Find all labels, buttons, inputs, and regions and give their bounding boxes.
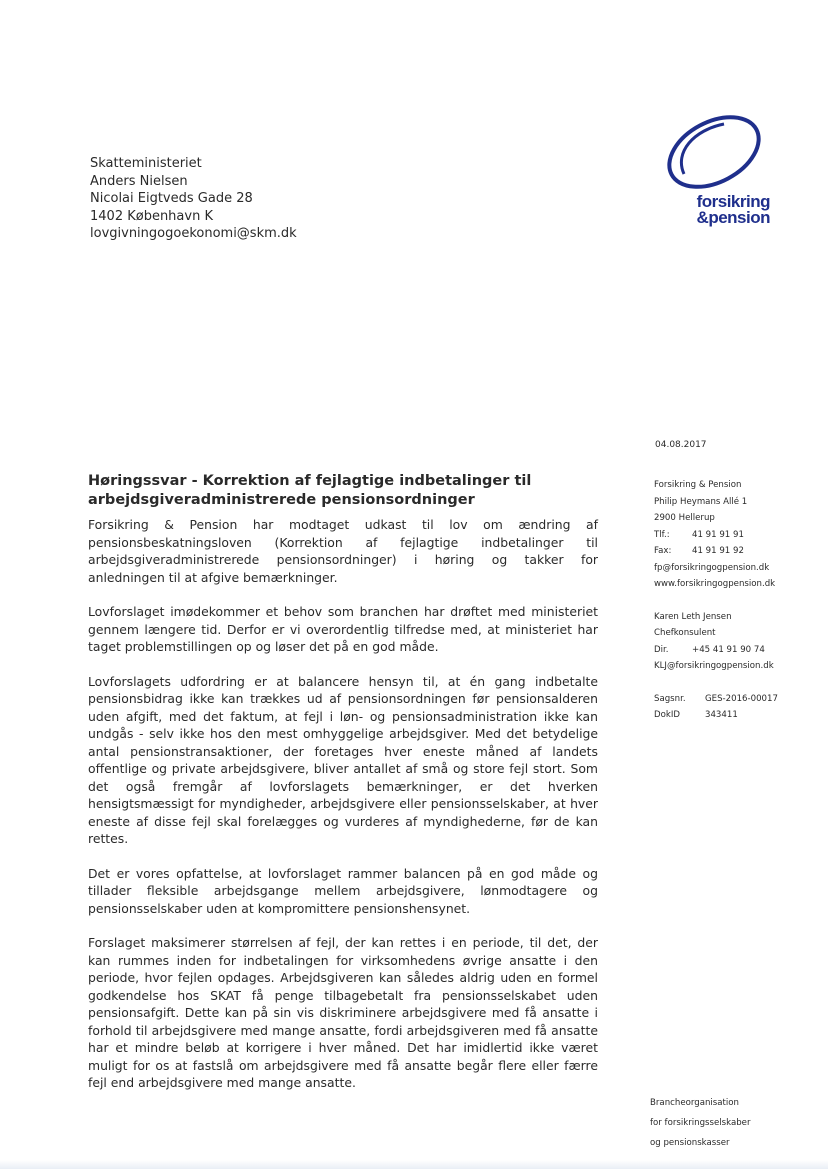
phone-value: 41 91 91 91 [692, 529, 744, 540]
body-paragraph: Lovforslagets udfordring er at balancere hensyn til, at én gang indbetalte pensionsbidrag ikke kan trækkes ud af pensionsordningen før pensionsalderen uden afgift, med det faktum, at fejl i løn- og pensionsadministration ikke kan undgås - selv ikke hos den mest omhyggelige arbejdsgiver. Med det betydelige antal pensionstransaktioner, der foretages hver eneste måned af landets offentlige og private arbejdsgivere, bliver antallet af små og store fejl stort. Som det også fremgår af lovforslagets bemærkninger, er det hverken hensigtsmæssigt for myndigheder, arbejdsgivere eller pensionsselskaber, at hver eneste af disse fejl skal forelægges og vurderes af myndighederne, før de kan rettes. [88, 673, 598, 846]
case-value: GES-2016-00017 [705, 693, 778, 704]
footer-line: for forsikringsselskaber [650, 1118, 751, 1128]
document-id [654, 707, 824, 724]
footer-line: og pensionskasser [650, 1138, 730, 1148]
body-paragraph: Det er vores opfattelse, at lovforslaget rammer balancen på en god måde og tillader fleksible arbejdsgange mellem arbejdsgivere, lønmodtagere og pensionsselskaber uden at kompromittere pensionshensynet. [88, 865, 598, 916]
letter-date: 04.08.2017 [655, 440, 707, 450]
recipient-line: Nicolai Eigtveds Gade 28 [90, 191, 253, 206]
sender-info [654, 477, 824, 724]
case-number [654, 691, 824, 708]
letter-body [88, 472, 598, 1109]
direct-value: +45 41 91 90 74 [692, 644, 765, 655]
logo-line: forsikring [696, 192, 770, 211]
fax-value: 41 91 91 92 [692, 546, 744, 556]
logo-swoosh-icon [654, 112, 770, 196]
logo-line: &pension [696, 208, 770, 227]
direct-label: Dir. [654, 644, 669, 655]
body-paragraph: Forsikring & Pension har modtaget udkast til lov om ændring af pensionsbeskatningsloven (Korrektion af fejlagtige indbetalinger til arbejdsgiveradministrerede pensionsordninger) i høring og takker for anledningen til at afgive bemærkninger. [88, 517, 598, 585]
recipient-line: Skatteministeriet [90, 156, 202, 171]
body-paragraph: Lovforslaget imødekommer et behov som branchen har drøftet med ministeriet gennem længere tid. Derfor er vi overordentlig tilfredse med, at ministeriet har taget problemstillingen op og løser det på en god måde. [88, 604, 598, 654]
contact-email: KLJ@forsikringogpension.dk [654, 661, 774, 671]
docid-label: DokID [654, 710, 681, 720]
sender-web: www.forsikringogpension.dk [654, 579, 776, 589]
logo-wordmark [644, 194, 770, 226]
company-logo [640, 112, 770, 242]
letter-heading: Høringssvar - Korrektion af fejlagtige indbetalinger til arbejdsgiveradministrerede pensionsordninger [88, 473, 532, 508]
sender-city: 2900 Hellerup [654, 513, 715, 523]
sender-org: Forsikring & Pension [654, 480, 742, 490]
sender-phone [654, 527, 824, 544]
sender-street: Philip Heymans Allé 1 [654, 496, 748, 507]
scan-edge [0, 1160, 828, 1169]
phone-label: Tlf.: [654, 529, 670, 540]
fax-label: Fax: [654, 546, 672, 556]
footer-line: Brancheorganisation [650, 1098, 740, 1108]
sender-email: fp@forsikringogpension.dk [654, 562, 770, 573]
contact-name: Karen Leth Jensen [654, 611, 732, 622]
docid-value: 343411 [705, 710, 738, 720]
contact-direct [654, 642, 824, 659]
case-label: Sagsnr. [654, 693, 686, 704]
sender-fax [654, 543, 824, 560]
contact-title: Chefkonsulent [654, 628, 716, 638]
recipient-email: lovgivningogoekonomi@skm.dk [90, 226, 297, 241]
footer-tagline [650, 1093, 751, 1153]
recipient-line: 1402 København K [90, 208, 213, 224]
recipient-address [90, 155, 297, 243]
recipient-line: Anders Nielsen [90, 173, 188, 189]
body-paragraph: Forslaget maksimerer størrelsen af fejl, der kan rettes i en periode, til det, der kan rummes inden for indbetalingen for virksomhedens øvrige ansatte i den periode, hvor fejlen opdages. Arbejdsgiveren kan således aldrig uden en formel godkendelse hos SKAT få penge tilbagebetalt fra pensionsselskabet uden pensionsafgift. Dette kan på sin vis diskriminere arbejdsgivere med få ansatte i forhold til arbejdsgivere med mange ansatte, fordi arbejdsgiveren med få ansatte har et mindre beløb at korrigere i hver måned. Det har imidlertid ikke været muligt for os at fastslå om arbejdsgivere med få ansatte begår flere eller færre fejl end arbejdsgivere med mange ansatte. [88, 935, 598, 1090]
